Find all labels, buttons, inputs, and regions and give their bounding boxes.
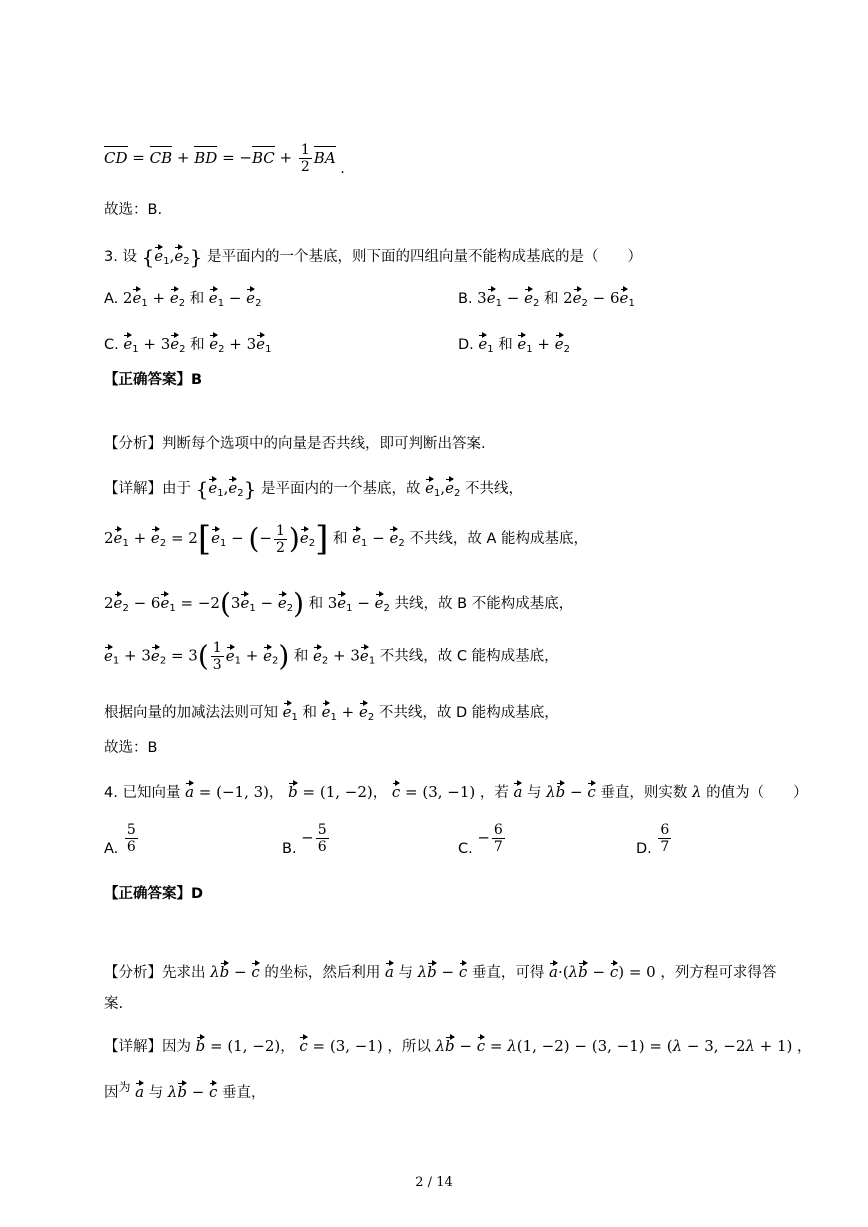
comma: ， xyxy=(280,1039,295,1055)
analysis-3: 【分析】判断每个选项中的向量是否共线，即可判断出答案. xyxy=(104,436,486,452)
question-3-text: 是平面内的一个基底，则下面的四组向量不能构成基底的是（ ） xyxy=(206,249,642,265)
question-3-stem: 3. 设 $\{e_1,e_2\}$ 是平面内的一个基底，则下面的四组向量不能构成基底的是（ ） xyxy=(104,245,642,269)
detail-3-label: 【详解】由于 xyxy=(104,481,191,497)
and-word: 和 xyxy=(302,705,317,721)
analysis-4-cont: 案. xyxy=(104,996,124,1012)
option-4c-label: C. xyxy=(458,840,473,857)
detail-4-text-c: ， xyxy=(797,1039,812,1055)
row-d-text: 根据向量的加减法法则可知 xyxy=(104,705,278,721)
question-4-text-d: 垂直，则实数 xyxy=(600,785,688,801)
detail-3-text-a: 是平面内的一个基底，故 xyxy=(261,481,421,497)
comma: ， xyxy=(372,785,388,801)
option-3a-label: A. xyxy=(104,291,119,307)
detail-3-row-d: 根据向量的加减法法则可知 $e_1$ 和 $e_1 + e_2$ 不共线，故 D 能构成基底， xyxy=(104,703,559,723)
and-word: 和 xyxy=(543,291,559,307)
row-a-conclusion: 不共线，故 A 能构成基底， xyxy=(409,531,588,547)
question-4-text-a: 4. 已知向量 xyxy=(104,785,181,801)
page-current: 2 xyxy=(415,1175,424,1190)
page-total: 14 xyxy=(436,1175,453,1190)
and-word: 和 xyxy=(333,531,348,547)
detail-4-line1: 【详解】因为 b = (1, −2)， c = (3, −1) ，所以 λb − c = λ(1, −2) − (3, −1) = (λ − 3, −2λ + 1) ， xyxy=(104,1037,812,1055)
comma: ， xyxy=(269,785,284,801)
detail-4-text-d: 因 xyxy=(104,1085,119,1101)
option-3c: C. $e_1 + 3e_2$ 和 $e_2 + 3e_1$ xyxy=(104,335,272,355)
equation-cd: CD = CB + BD = −BC + $\frac{1}{2}$ BA . xyxy=(104,142,345,177)
and-word: 和 xyxy=(189,291,205,307)
detail-3-intro: 【详解】由于 $\{e_1,e_2\}$ 是平面内的一个基底，故 $e_1,e_2$ 不共线， xyxy=(104,477,524,501)
page-number xyxy=(0,1175,868,1190)
choose-b-line-2: 故选：B xyxy=(104,740,158,756)
question-4-text-e: 的值为（ ） xyxy=(706,785,808,801)
and-word: 和 xyxy=(308,596,324,612)
analysis-4-text-d: 垂直，可得 xyxy=(471,965,545,981)
detail-4-text-g: 垂直， xyxy=(222,1085,266,1101)
analysis-4: 【分析】先求出 λb − c 的坐标，然后利用 a 与 λb − c 垂直，可得 a·(λb − c) = 0 ，列方程可求得答 xyxy=(104,963,777,981)
page-separator: / xyxy=(427,1175,433,1190)
question-4-text-b: ，若 xyxy=(479,785,509,801)
answer-4: 【正确答案】D xyxy=(104,886,204,902)
option-4b: B. − $\frac{5}{6}$ xyxy=(282,822,327,857)
detail-3-row-a: $2e_1 + e_2 = 2[e_1$ − (− $\frac{1}{2}$ )$e_2$] 和 $e_1 - e_2$ 不共线，故 A 能构成基底， xyxy=(104,519,588,559)
question-4-text-c: 与 xyxy=(527,785,542,801)
option-3b: B. $3e_1 - e_2$ 和 $2e_2 - 6e_1$ xyxy=(458,289,635,309)
detail-4-text-a: 【详解】因为 xyxy=(104,1039,191,1055)
detail-4-text-e: 为 xyxy=(118,1080,131,1094)
analysis-4-text-c: 与 xyxy=(398,965,414,981)
option-4d-label: D. xyxy=(636,840,652,857)
and-word: 和 xyxy=(293,648,309,665)
option-4a-label: A. xyxy=(104,840,119,857)
option-4b-label: B. xyxy=(282,840,297,857)
question-3-number: 3. 设 xyxy=(104,249,137,265)
analysis-4-text-a: 【分析】先求出 xyxy=(104,965,206,981)
equation-period: . xyxy=(340,160,345,177)
option-4a: A. $\frac{5}{6}$ xyxy=(104,822,136,857)
answer-3: 【正确答案】B xyxy=(104,372,203,388)
detail-4-line2: 因$^为$ a 与 λb − c 垂直， xyxy=(104,1080,266,1101)
choose-b-line: 故选：B. xyxy=(104,202,163,218)
option-3d-label: D. xyxy=(458,337,474,353)
and-word: 和 xyxy=(498,337,513,353)
option-3b-label: B. xyxy=(458,291,473,307)
option-3d: D. $e_1$ 和 $e_1 + e_2$ xyxy=(458,335,571,355)
row-b-conclusion: 共线，故 B 不能构成基底， xyxy=(394,596,574,612)
question-4-stem: 4. 已知向量 a = (−1, 3)， b = (1, −2)， c = (3, −1) ，若 a 与 λb − c 垂直，则实数 λ 的值为（ ） xyxy=(104,783,808,801)
option-4c: C. − $\frac{6}{7}$ xyxy=(458,822,503,857)
detail-3-row-b: $2e_2 - 6e_1 = -2(3e_1 - e_2)$ 和 $3e_1 - e_2$ 共线，故 B 不能构成基底， xyxy=(104,587,574,620)
and-word: 和 xyxy=(190,337,205,353)
option-3a: A. $2e_1 + e_2$ 和 $e_1 - e_2$ xyxy=(104,289,262,309)
row-c-conclusion: 不共线，故 C 能构成基底， xyxy=(379,648,559,665)
analysis-4-text-b: 的坐标，然后利用 xyxy=(264,965,381,981)
option-3c-label: C. xyxy=(104,337,119,353)
detail-3-row-c: $e_1 + 3e_2 = 3$( $\frac{1}{3}$ $e_1 + e_2$) 和 $e_2 + 3e_1$ 不共线，故 C 能构成基底， xyxy=(104,639,559,673)
detail-4-text-b: ，所以 xyxy=(387,1039,431,1055)
analysis-4-text-e: ，列方程可求得答 xyxy=(660,965,777,981)
option-4d: D. $\frac{6}{7}$ xyxy=(636,822,670,857)
detail-4-text-f: 与 xyxy=(148,1085,164,1101)
row-d-conclusion: 不共线，故 D 能构成基底， xyxy=(378,705,559,721)
detail-3-text-b: 不共线， xyxy=(465,481,524,497)
